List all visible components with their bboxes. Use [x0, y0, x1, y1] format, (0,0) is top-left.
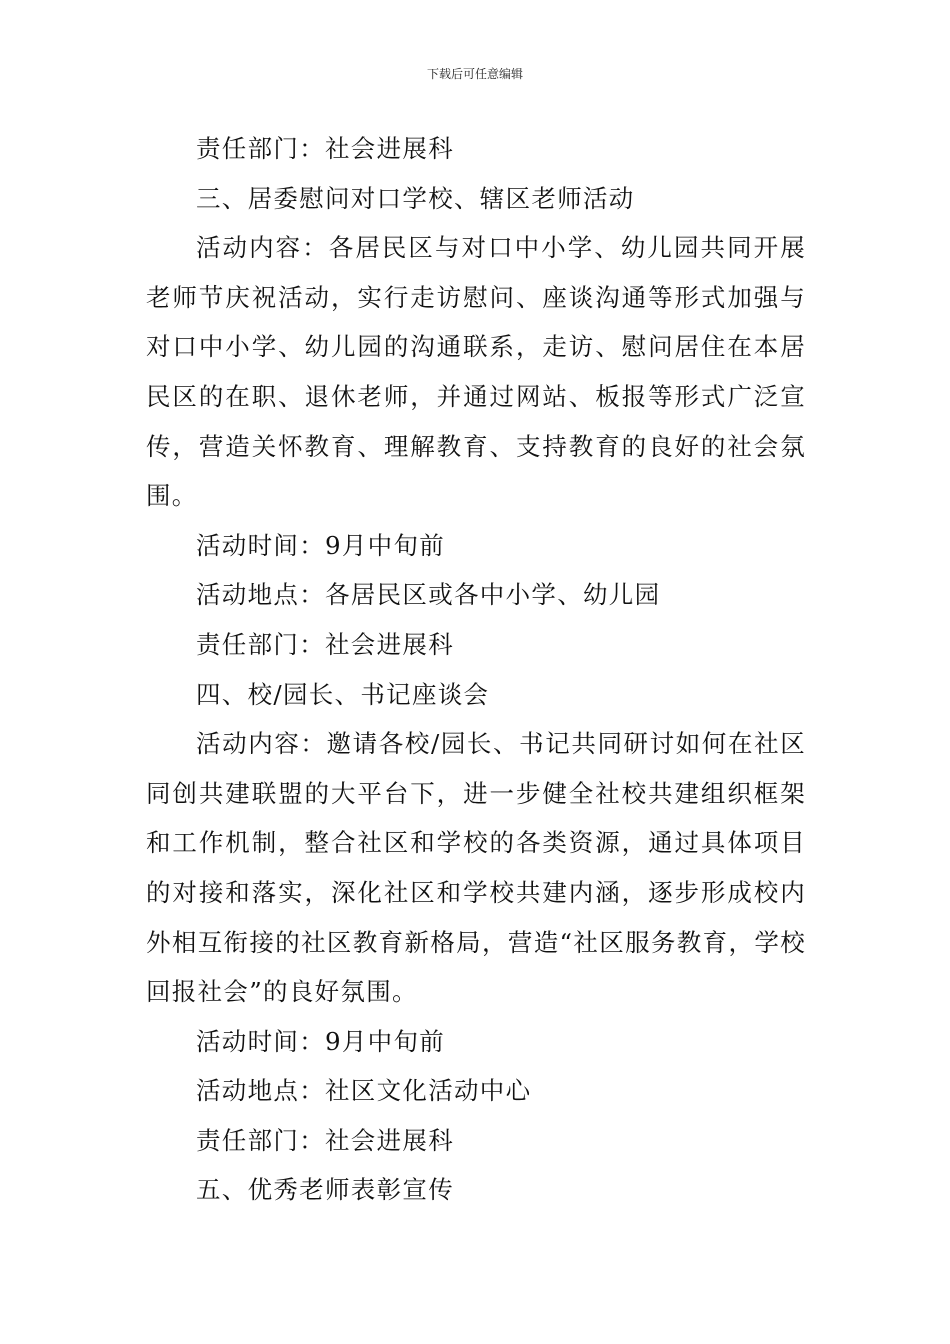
paragraph-activity-content: 活动内容：各居民区与对口中小学、幼儿园共同开展老师节庆祝活动，实行走访慰问、座谈沟通等形式加强与对口中小学、幼儿园的沟通联系，走访、慰问居住在本居民区的在职、退休老师，并通过网站、板报等形式广泛宣传，营造关怀教育、理解教育、支持教育的良好的社会氛围。	[146, 233, 806, 511]
page-header: 下载后可任意编辑	[426, 67, 523, 81]
document-body	[146, 124, 806, 1215]
section-heading-4: 四、校/园长、书记座谈会	[196, 679, 490, 709]
paragraph-responsible-dept: 责任部门：社会进展科	[196, 1125, 454, 1155]
section-heading-3: 三、居委慰问对口学校、辖区老师活动	[196, 183, 635, 213]
paragraph-activity-time: 活动时间：9月中旬前	[196, 1026, 446, 1056]
paragraph-responsible-dept: 责任部门：社会进展科	[196, 134, 454, 163]
paragraph-responsible-dept: 责任部门：社会进展科	[196, 629, 454, 659]
paragraph-activity-content: 活动内容：邀请各校/园长、书记共同研讨如何在社区同创共建联盟的大平台下，进一步健全社校共建组织框架和工作机制，整合社区和学校的各类资源，通过具体项目的对接和落实，深化社区和学校共建内涵，逐步形成校内外相互衔接的社区教育新格局，营造“社区服务教育，学校回报社会”的良好氛围。	[146, 729, 806, 1007]
paragraph-activity-time: 活动时间：9月中旬前	[196, 530, 446, 560]
paragraph-activity-location: 活动地点：社区文化活动中心	[196, 1076, 532, 1106]
paragraph-activity-location: 活动地点：各居民区或各中小学、幼儿园	[196, 580, 661, 610]
section-heading-5: 五、优秀老师表彰宣传	[196, 1175, 454, 1205]
